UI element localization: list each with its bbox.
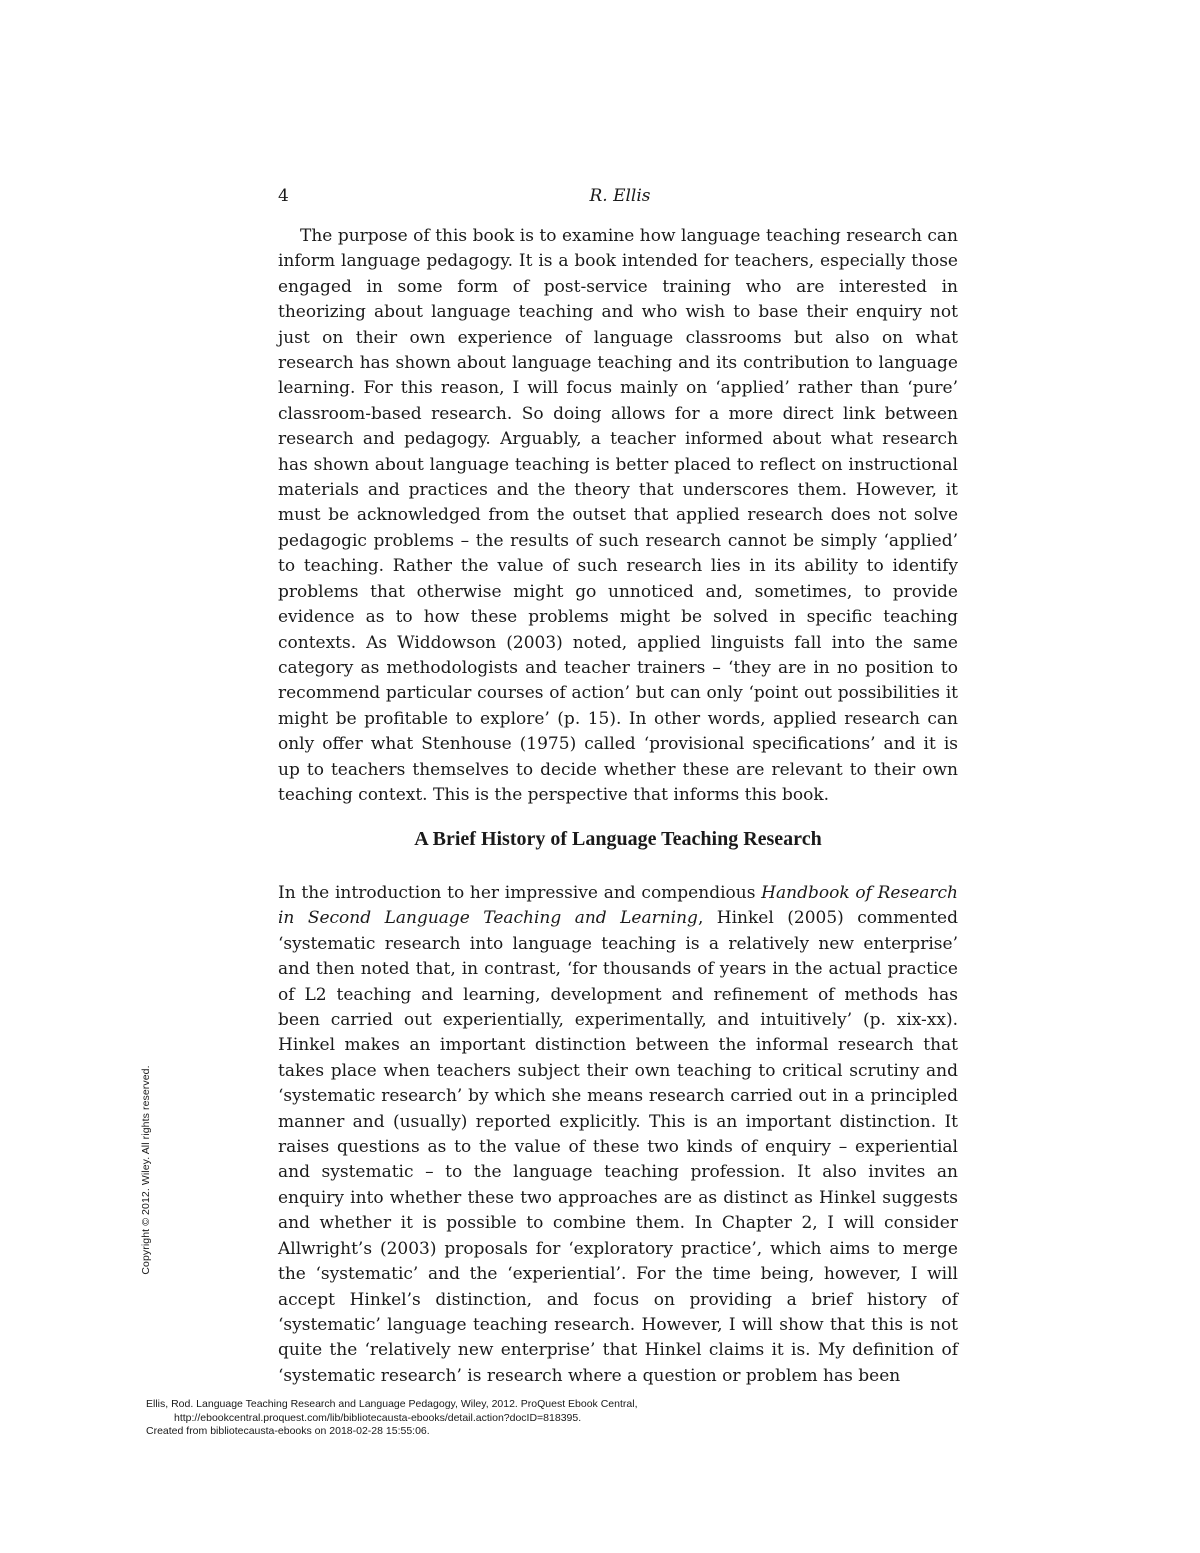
citation-footer bbox=[146, 1398, 638, 1439]
citation-line-1: Ellis, Rod. Language Teaching Research and Language Pedagogy, Wiley, 2012. ProQuest Ebook Central, bbox=[146, 1398, 638, 1410]
body-paragraph-2 bbox=[278, 881, 958, 1389]
paragraph-2-intro: In the introduction to her impressive and compendious bbox=[278, 883, 762, 903]
book-title: Handbook of Research in Second Language Teaching and Learning bbox=[278, 883, 959, 929]
citation-link[interactable]: http://ebookcentral.proquest.com/lib/bibliotecausta-ebooks/detail.action?docID=818395. bbox=[174, 1411, 582, 1424]
section-heading: A Brief History of Language Teaching Research bbox=[414, 828, 822, 850]
body-paragraph-1: The purpose of this book is to examine how language teaching research can inform language pedagogy. It is a book intended for teachers, especially those engaged in some form of post-service training who are interested in theorizing about language teaching and who wish to base their enquiry not just on their own experience of language classrooms but also on what research has shown about language teaching and its contribution to language learning. For this reason, I will focus mainly on ‘applied’ rather than ‘pure’ classroom-based research. So doing allows for a more direct link between research and pedagogy. Arguably, a teacher informed about what research has shown about language teaching is better placed to reflect on instructional materials and practices and the theory that underscores them. However, it must be acknowledged from the outset that applied research does not solve pedagogic problems – the results of such research cannot be simply ‘applied’ to teaching. Rather the value of such research lies in its ability to identify problems that otherwise might go unnoticed and, sometimes, to provide evidence as to how these problems might be solved in specific teaching contexts. As Widdowson (2003) noted, applied linguists fall into the same category as methodologists and teacher trainers – ‘they are in no position to recommend particular courses of action’ but can only ‘point out possibilities it might be profitable to explore’ (p. 15). In other words, applied research can only offer what Stenhouse (1975) called ‘provisional specifications’ and it is up to teachers themselves to decide whether these are relevant to their own teaching context. This is the perspective that informs this book. bbox=[278, 226, 958, 805]
copyright-watermark: Copyright © 2012. Wiley. All rights reserved. bbox=[140, 1065, 152, 1275]
running-head: R. Ellis bbox=[589, 186, 651, 206]
page-number: 4 bbox=[278, 186, 289, 206]
citation-created: Created from bibliotecausta-ebooks on 2018-02-28 15:55:06. bbox=[146, 1425, 430, 1437]
paragraph-2-rest: , Hinkel (2005) commented ‘systematic research into language teaching is a relatively new enterprise’ and then noted that, in contrast, ‘for thousands of years in the actual practice of L2 teaching and learning, development and refinement of methods has been carried out experientially, experimentally, and intuitively’ (p. xix-xx). Hinkel makes an important distinction between the informal research that takes place when teachers subject their own teaching to critical scrutiny and ‘systematic research’ by which she means research carried out in a principled manner and (usually) reported explicitly. This is an important distinction. It raises questions as to the value of these two kinds of enquiry – experiential and systematic – to the language teaching profession. It also invites an enquiry into whether these two approaches are as distinct as Hinkel suggests and whether it is possible to combine them. In Chapter 2, I will consider Allwright’s (2003) proposals for ‘exploratory practice’, which aims to merge the ‘systematic’ and the ‘experiential’. For the time being, however, I will accept Hinkel’s distinction, and focus on providing a brief history of ‘systematic’ language teaching research. However, I will show that this is not quite the ‘relatively new enterprise’ that Hinkel claims it is. My definition of ‘systematic research’ is research where a question or problem has been bbox=[278, 908, 958, 1386]
